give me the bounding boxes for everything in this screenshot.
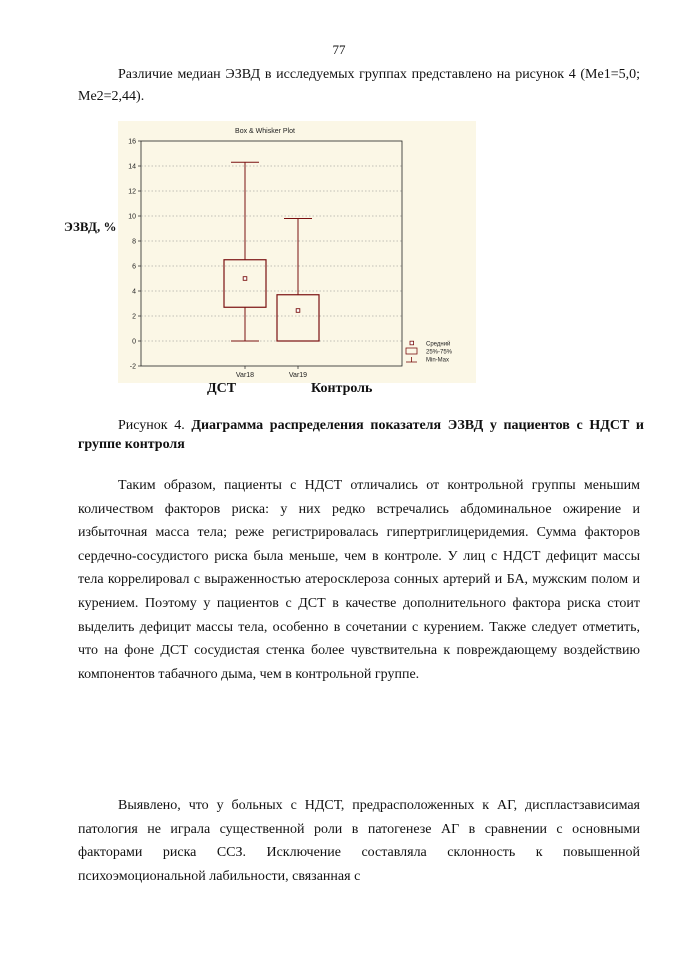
y-tick-label: 12: [128, 188, 136, 196]
legend-mean-icon: [410, 341, 414, 345]
y-tick-label: 16: [128, 138, 136, 146]
y-tick-label: 4: [132, 288, 136, 296]
figure-caption: [78, 416, 644, 454]
legend-mean-label: Средний: [426, 341, 451, 348]
y-tick-label: 14: [128, 163, 136, 171]
y-tick-label: 8: [132, 238, 136, 246]
intro-paragraph: Различие медиан ЭЗВД в исследуемых группах представлено на рисунок 4 (Me1=5,0; Me2=2,44).: [78, 67, 640, 104]
box-whisker-chart: [0, 0, 678, 420]
mean-marker: [243, 277, 247, 281]
legend-box-label: 25%-75%: [426, 349, 453, 356]
legend-box-icon: [406, 348, 417, 354]
figure-4: [0, 0, 678, 420]
y-tick-label: 6: [132, 263, 136, 271]
box-iqr: [277, 295, 319, 341]
y-tick-label: 10: [128, 213, 136, 221]
y-tick-label: 0: [132, 338, 136, 346]
x-label-dst: ДСТ: [207, 381, 237, 396]
x-tick-label: Var18: [235, 372, 255, 379]
x-label-control: Контроль: [311, 381, 373, 396]
caption-title: Диаграмма распределения показателя ЭЗВД у пациентов с НДСТ и группе контроля: [78, 418, 644, 452]
legend-minmax-label: Min-Max: [426, 357, 450, 364]
caption-prefix: Рисунок 4.: [118, 418, 192, 433]
page-number: 77: [332, 42, 346, 57]
y-tick-label: -2: [129, 363, 136, 371]
body-paragraph-2: Выявлено, что у больных с НДСТ, предрасположенных к АГ, диспластзависимая патология не играла существенной роли в патогенезе АГ в сравнении с основными факторами риска ССЗ. Исключение составляла склонность к повышенной психоэмоциональной лабильности, связанная с: [78, 798, 640, 884]
mean-marker: [296, 309, 300, 313]
plot-frame: [141, 141, 402, 366]
y-tick-label: 2: [132, 313, 136, 321]
y-axis-outer-label: ЭЗВД, %: [64, 219, 117, 234]
body-paragraph-1: Таким образом, пациенты с НДСТ отличались от контрольной группы меньшим количеством факторов риска: у них редко встречались абдоминальное ожирение и избыточная масса тела; реже регистрировалась гипертриглицеридемия. Сумма факторов сердечно-сосудистого риска была меньше, чем в контроле. У лиц с НДСТ дефицит массы тела коррелировал с выраженностью атеросклероза сонных артерий и БА, мужским полом и курением. Поэтому у пациентов с ДСТ в качестве дополнительного фактора риска стоит выделить дефицит массы тела, особенно в сочетании с курением. Также следует отметить, что на фоне ДСТ сосудистая стенка более чувствительна к повреждающему воздействию компонентов табачного дыма, чем в контрольной группе.: [78, 478, 640, 682]
box-iqr: [224, 260, 266, 308]
x-tick-label: Var19: [288, 372, 308, 379]
chart-title: Box & Whisker Plot: [235, 128, 295, 135]
